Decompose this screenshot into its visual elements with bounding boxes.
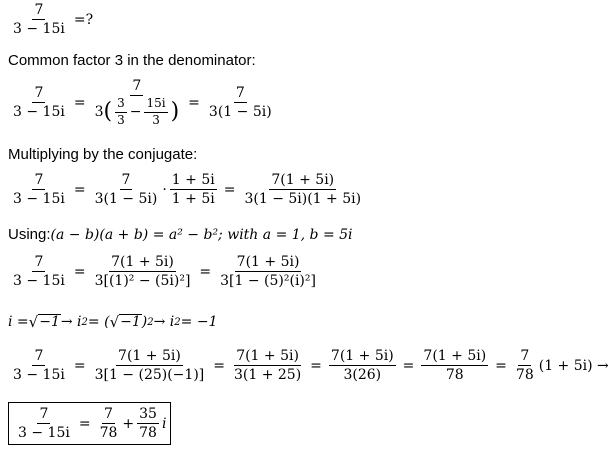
tail-expression: (1 + 5i) →: [538, 357, 609, 374]
close-paren: ): [141, 314, 148, 331]
equals: =: [402, 357, 415, 374]
equals: =: [73, 181, 86, 198]
fraction: [93, 172, 160, 207]
imaginary-unit: i: [161, 415, 167, 432]
fraction: [207, 85, 274, 120]
denominator: 3[1 − (25)(−1)]: [94, 367, 205, 384]
numerator: 7: [32, 254, 45, 272]
question-line: [8, 2, 97, 37]
numerator: 7: [130, 78, 143, 96]
denominator: 1 + 5i: [171, 191, 215, 208]
denominator: 3(1 − 5i): [94, 191, 158, 208]
step-conjugate: [8, 172, 366, 207]
fraction: [93, 78, 182, 128]
fraction: [11, 348, 67, 383]
fraction: [329, 348, 396, 383]
equals: =: [78, 415, 91, 432]
final-answer: [8, 402, 171, 445]
arrow-i: → i: [60, 314, 82, 331]
denominator: 3 − 15i: [13, 191, 65, 208]
identity-formula: (a − b)(a + b) = a² − b²; with a = 1, b = 5i: [50, 226, 353, 243]
denominator: 78: [99, 425, 118, 442]
fraction: [514, 348, 536, 383]
denominator: 3[1 − (5)²(i)²]: [220, 273, 316, 290]
fraction: [93, 254, 193, 289]
multiply-dot: ·: [162, 181, 167, 198]
fraction: [11, 254, 67, 289]
denominator: 3 − 15i: [18, 425, 70, 442]
question-fraction: [11, 2, 67, 37]
equals: =: [310, 357, 322, 374]
real-part: [98, 406, 120, 441]
denominator: 3[(1)² − (5i)²]: [94, 273, 191, 290]
arrow-i: → i: [153, 314, 175, 331]
factor: 3: [94, 104, 104, 121]
denominator: 78: [445, 367, 464, 384]
fraction: [242, 172, 363, 207]
denominator: 3: [117, 112, 125, 127]
numerator: 7(1 + 5i): [116, 348, 183, 366]
fraction: [93, 348, 207, 383]
question-mark: =?: [73, 11, 94, 28]
numerator: 7(1 + 5i): [269, 172, 336, 190]
denominator: 3 − 15i: [13, 273, 65, 290]
imag-part: [137, 406, 159, 441]
numerator: 7(1 + 5i): [234, 348, 301, 366]
exponent: 2: [174, 316, 181, 328]
numerator: 7(1 + 5i): [329, 348, 396, 366]
numerator: 7(1 + 5i): [109, 254, 176, 272]
step-factor: [8, 78, 277, 128]
step-label-conjugate: Multiplying by the conjugate:: [8, 146, 198, 163]
fraction: [232, 348, 303, 383]
minus: −: [129, 104, 142, 121]
numerator: 35: [137, 406, 159, 424]
denominator: [93, 96, 182, 128]
numerator: 7: [32, 348, 45, 366]
equals-minus-one: = −1: [180, 314, 218, 331]
paren: ): [170, 99, 180, 125]
step-difference-of-squares: [8, 254, 321, 289]
numerator: 7(1 + 5i): [421, 348, 488, 366]
numerator: 7(1 + 5i): [235, 254, 302, 272]
denominator: 78: [139, 425, 157, 442]
exponent: 2: [147, 316, 154, 328]
denominator: 3 − 15i: [13, 104, 65, 121]
numerator: 3: [115, 97, 127, 113]
equals: =: [223, 181, 236, 198]
label-prefix: Using:: [8, 226, 51, 243]
equals-paren: = (: [87, 314, 110, 331]
step-simplify: [8, 348, 609, 383]
denominator: 3(1 + 25): [233, 367, 302, 384]
numerator: 7: [32, 172, 45, 190]
fraction: [170, 172, 217, 207]
numerator: 7: [32, 85, 45, 103]
equals: =: [213, 357, 225, 374]
equals: =: [73, 94, 86, 111]
fraction: [421, 348, 488, 383]
radicand: −1: [39, 314, 60, 330]
numerator: 7: [32, 2, 45, 20]
fraction: [11, 172, 67, 207]
numerator: 7: [37, 406, 50, 424]
paren: (: [103, 99, 113, 125]
plus: +: [122, 415, 135, 432]
inner-fraction: [144, 97, 167, 128]
denominator: 78: [515, 367, 534, 384]
equals: =: [73, 263, 86, 280]
sqrt: √ −1: [28, 313, 60, 332]
numerator: 1 + 5i: [170, 172, 217, 190]
numerator: 7: [102, 406, 115, 424]
equals: =: [73, 357, 86, 374]
denominator: 3(1 − 5i): [208, 104, 272, 121]
denominator: 3 − 15i: [13, 367, 65, 384]
fraction: [11, 85, 67, 120]
denominator: 3(1 − 5i)(1 + 5i): [244, 191, 362, 208]
equals: =: [199, 263, 212, 280]
i-equals: i =: [8, 314, 29, 331]
sqrt: √ −1: [109, 313, 141, 332]
numerator: 15i: [144, 97, 167, 113]
fraction: [16, 406, 72, 441]
step-imaginary-unit: [8, 314, 218, 330]
step-label-common-factor: Common factor 3 in the denominator:: [8, 52, 256, 69]
inner-fraction: [115, 97, 127, 128]
radicand: −1: [120, 314, 141, 330]
answer-box: [8, 402, 171, 445]
numerator: 7: [518, 348, 531, 366]
step-label-identity: [8, 226, 353, 243]
denominator: 3(26): [343, 367, 382, 384]
numerator: 7: [234, 85, 247, 103]
exponent: 2: [81, 316, 88, 328]
denominator: 3 − 15i: [13, 21, 65, 38]
equals: =: [495, 357, 507, 374]
fraction: [218, 254, 318, 289]
equals: =: [188, 94, 200, 111]
denominator: 3: [152, 112, 160, 127]
numerator: 7: [120, 172, 133, 190]
